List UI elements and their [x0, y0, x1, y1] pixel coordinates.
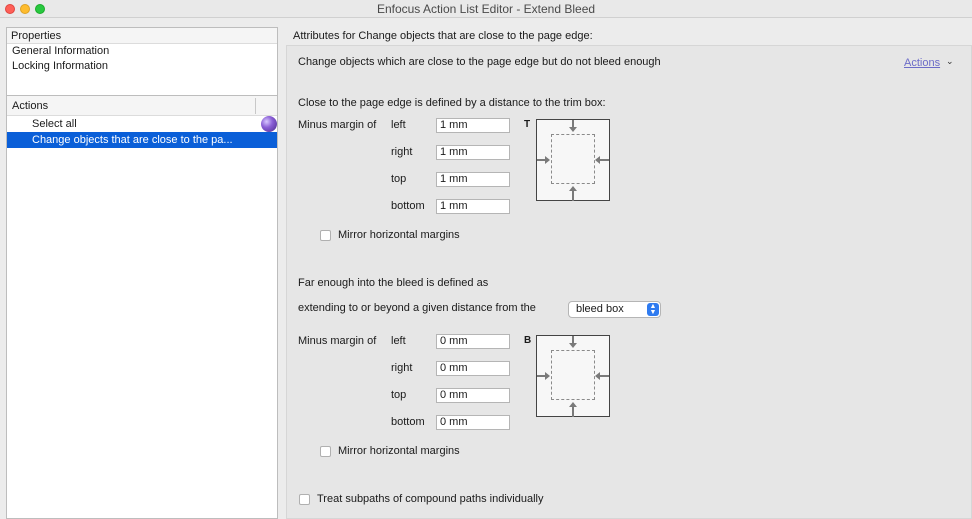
arrow-right-tip [545, 372, 550, 380]
extending-label: extending to or beyond a given distance from the [298, 302, 536, 314]
bleed-right-margin-input[interactable]: 0 mm [436, 361, 510, 376]
arrow-up-tip [569, 186, 577, 191]
arrow-down-tip [569, 343, 577, 348]
actions-header-label: Actions [12, 100, 49, 112]
far-section-heading: Far enough into the bleed is defined as [298, 277, 489, 289]
arrow-up-icon [572, 406, 574, 417]
action-item-label: Select all [32, 118, 77, 130]
arrow-left-tip [595, 156, 600, 164]
trim-box-outline [551, 134, 595, 184]
properties-item-general-information[interactable]: General Information [12, 45, 110, 57]
trim-box-letter: T [524, 119, 531, 130]
action-item-select-all[interactable] [7, 116, 277, 132]
arrow-left-icon [599, 375, 609, 377]
minus-margin-label: Minus margin of [298, 119, 377, 131]
trim-top-margin-input[interactable]: 1 mm [436, 172, 510, 187]
bottom-label: bottom [391, 200, 425, 212]
arrow-up-tip [569, 402, 577, 407]
action-item-change-objects[interactable] [7, 132, 277, 148]
trim-mirror-label: Mirror horizontal margins [338, 229, 460, 241]
action-description: Change objects which are close to the page edge but do not bleed enough [298, 56, 661, 68]
bleed-box-outline [551, 350, 595, 400]
bleed-margin-diagram [536, 335, 610, 417]
trim-mirror-checkbox[interactable] [320, 230, 331, 241]
properties-list [6, 27, 278, 103]
bleed-top-margin-input[interactable]: 0 mm [436, 388, 510, 403]
actions-header [7, 96, 277, 116]
subpaths-checkbox[interactable] [299, 494, 310, 505]
attributes-title: Attributes for Change objects that are close to the page edge: [293, 30, 593, 42]
trim-left-margin-input[interactable]: 1 mm [436, 118, 510, 133]
arrow-down-tip [569, 127, 577, 132]
title-bar [0, 0, 972, 18]
bleed-mirror-label: Mirror horizontal margins [338, 445, 460, 457]
bottom-label: bottom [391, 416, 425, 428]
top-label: top [391, 173, 407, 185]
actions-list [6, 95, 278, 519]
column-divider[interactable] [255, 98, 256, 114]
bleed-left-margin-input[interactable]: 0 mm [436, 334, 510, 349]
chevron-down-icon[interactable]: ⌄ [946, 56, 954, 66]
subpaths-label: Treat subpaths of compound paths individually [317, 493, 544, 505]
left-label: left [391, 335, 406, 347]
actions-menu-link[interactable]: Actions [904, 57, 941, 69]
right-label: right [391, 146, 413, 158]
top-label: top [391, 389, 407, 401]
trim-right-margin-input[interactable]: 1 mm [436, 145, 510, 160]
left-label: left [391, 119, 406, 131]
trim-bottom-margin-input[interactable]: 1 mm [436, 199, 510, 214]
right-label: right [391, 362, 413, 374]
arrow-right-tip [545, 156, 550, 164]
box-type-select[interactable] [568, 301, 661, 318]
properties-header: Properties [7, 28, 277, 44]
window-title: Enfocus Action List Editor - Extend Bleed [376, 2, 596, 16]
attributes-pane [286, 18, 972, 519]
left-sidebar [0, 18, 286, 519]
select-chevron-icon: ▲ ▼ [647, 303, 659, 316]
bleed-mirror-checkbox[interactable] [320, 446, 331, 457]
arrow-up-icon [572, 190, 574, 201]
arrow-left-tip [595, 372, 600, 380]
action-settings-panel [286, 45, 972, 519]
properties-item-locking-information[interactable]: Locking Information [12, 60, 108, 72]
bleed-box-letter: B [524, 335, 532, 346]
trim-margin-diagram [536, 119, 610, 201]
minus-margin-label: Minus margin of [298, 335, 377, 347]
bleed-bottom-margin-input[interactable]: 0 mm [436, 415, 510, 430]
box-type-value: bleed box [576, 303, 624, 315]
sphere-icon [261, 116, 277, 132]
close-section-heading: Close to the page edge is defined by a distance to the trim box: [298, 97, 606, 109]
arrow-left-icon [599, 159, 609, 161]
action-item-label: Change objects that are close to the pa... [32, 134, 233, 146]
